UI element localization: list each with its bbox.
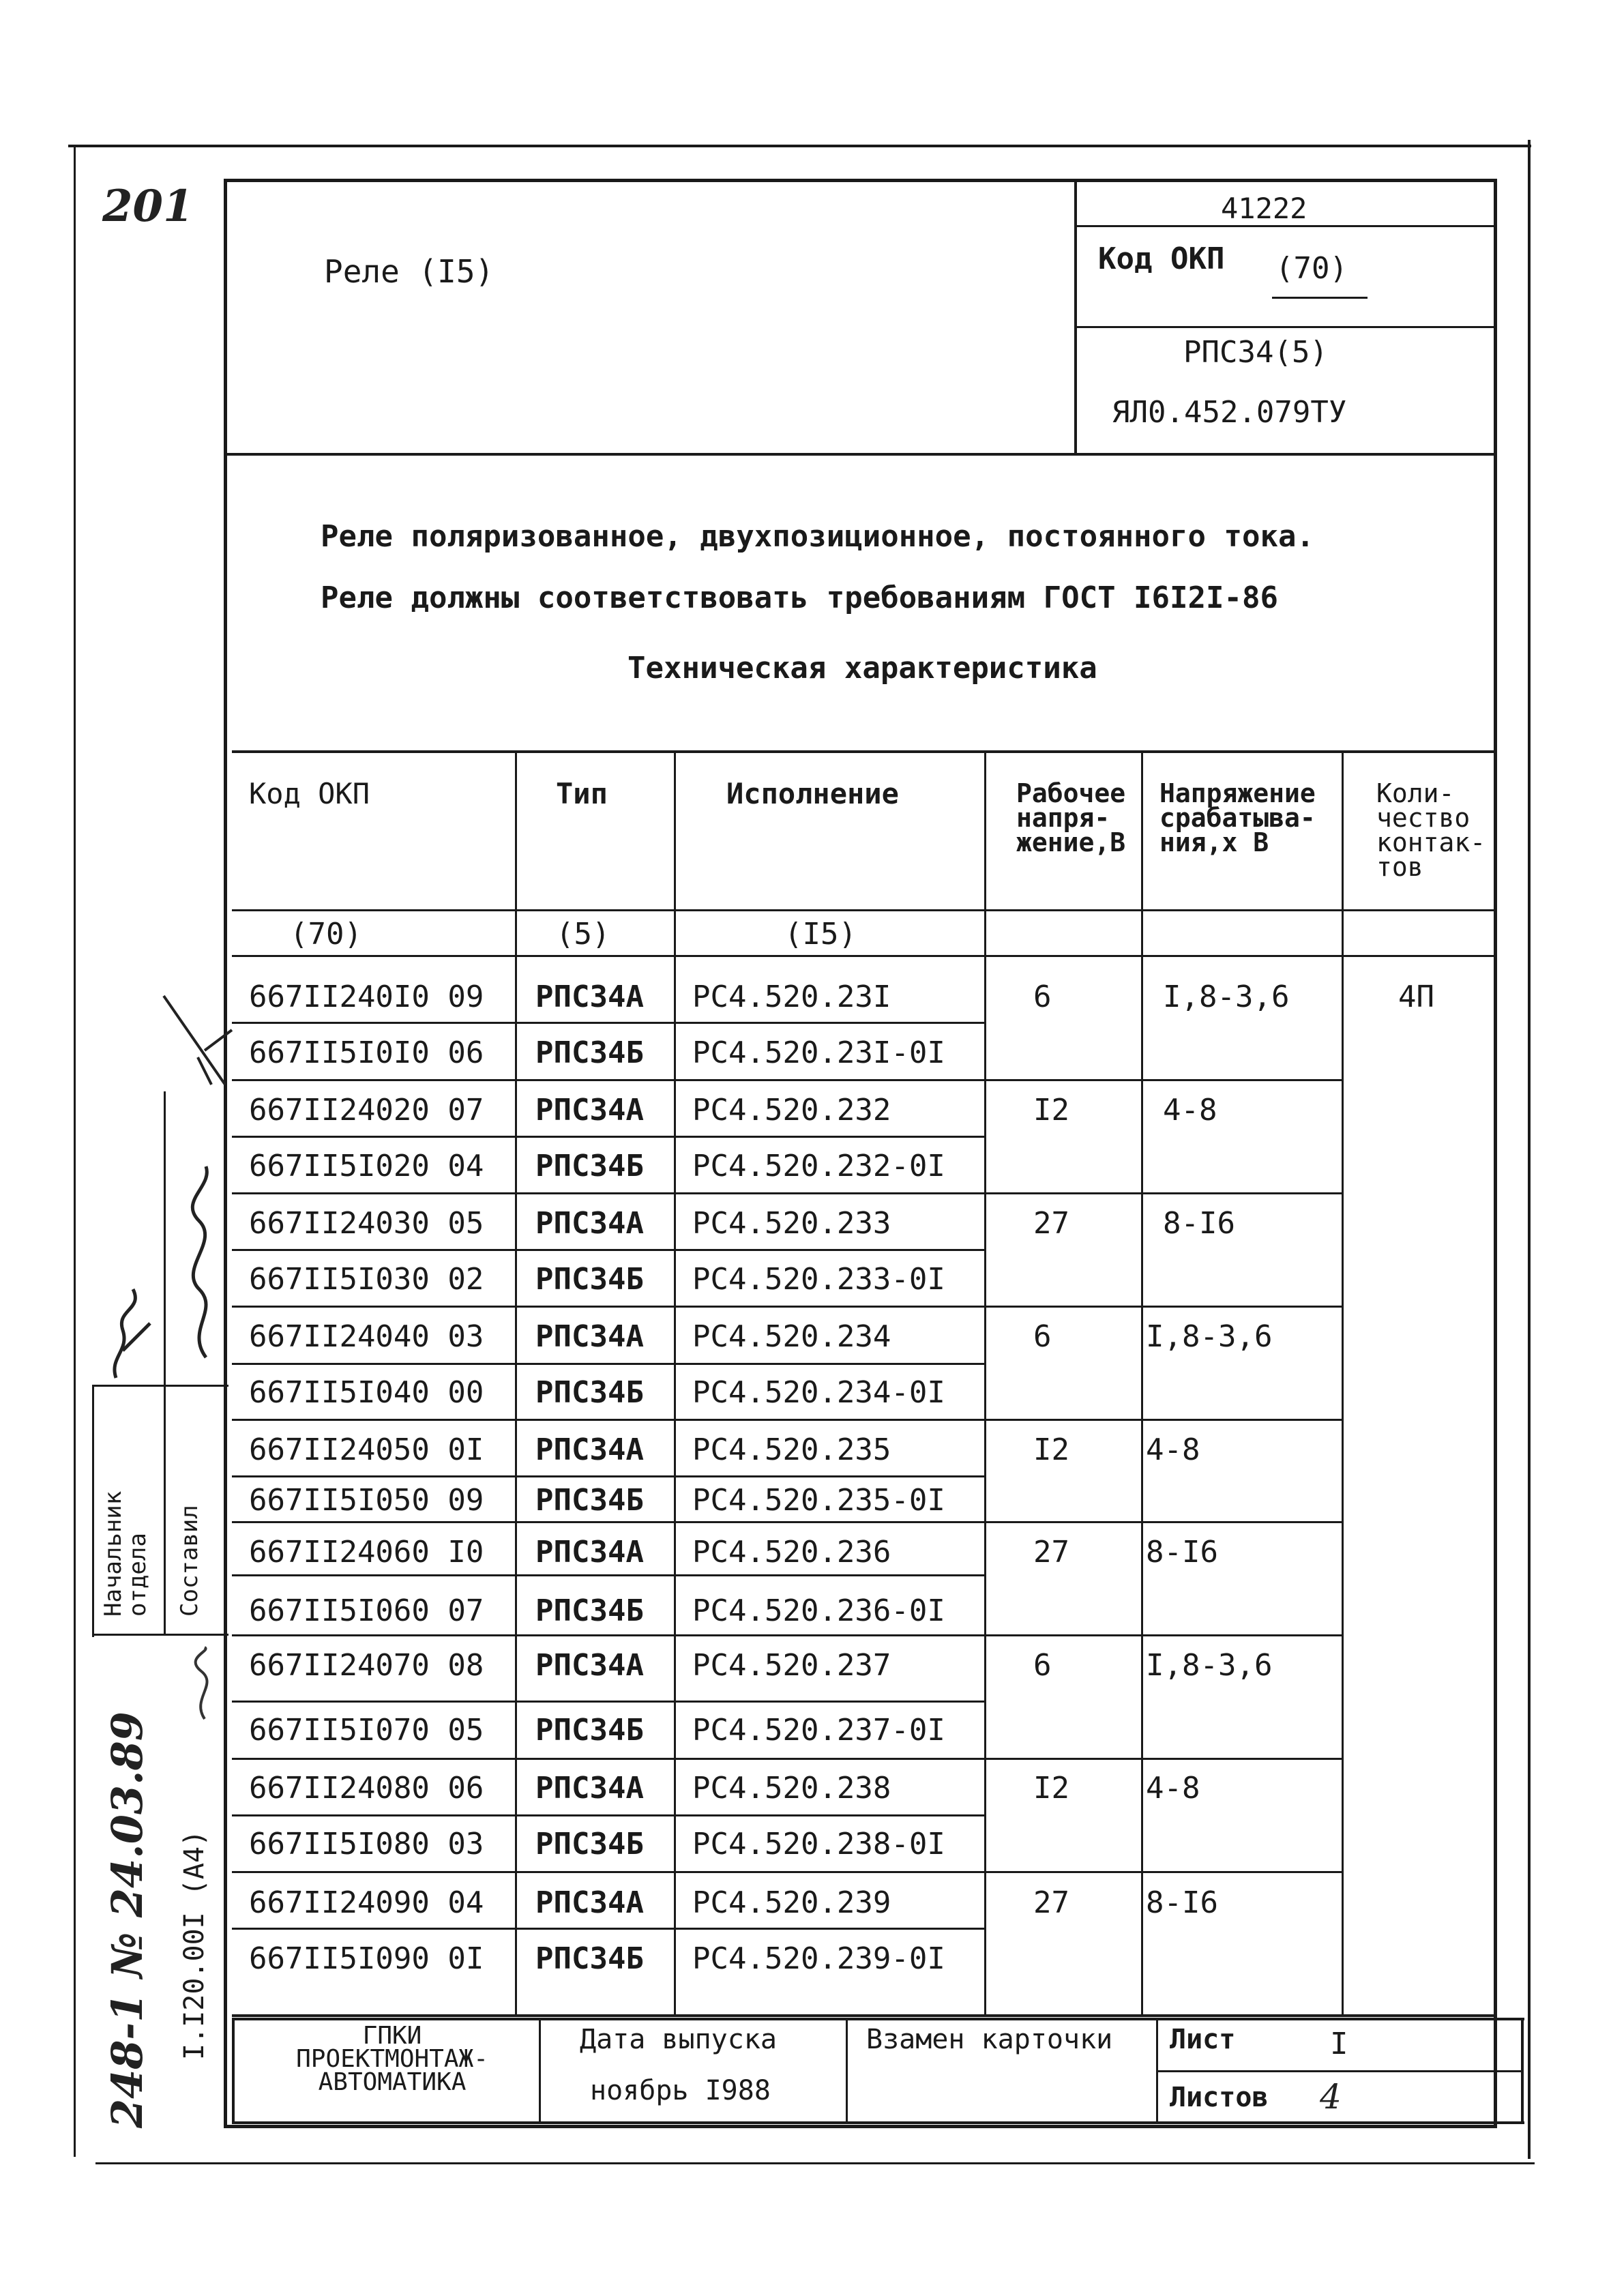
footer-release-date: ноябрь I988 — [590, 2075, 771, 2106]
cell-okp: 667II24020 07 — [249, 1093, 484, 1128]
group-sep — [232, 1758, 1344, 1760]
cell-okp: 667II240I0 09 — [249, 980, 484, 1014]
cell-type: РПС34Б — [535, 1262, 644, 1297]
signature-head — [102, 1282, 164, 1385]
signature-approve — [157, 989, 239, 1091]
cell-okp: 667II5I040 00 — [249, 1375, 484, 1410]
cell-trip-voltage: 8-I6 — [1146, 1535, 1218, 1570]
row-sep — [232, 1574, 986, 1576]
cell-type: РПС34А — [535, 1771, 644, 1806]
row-sep — [232, 1475, 986, 1477]
cell-trip-voltage: 4-8 — [1146, 1771, 1200, 1806]
table-codes-bottom — [232, 955, 1495, 957]
side-compiled-label: Составил — [176, 1505, 203, 1617]
cell-okp: 667II5I080 03 — [249, 1827, 484, 1861]
cell-trip-voltage: I,8-3,6 — [1146, 1648, 1273, 1683]
cell-working-voltage: 6 — [1033, 1319, 1052, 1354]
frame-left — [74, 145, 76, 2157]
row-sep — [232, 1363, 986, 1365]
table-head-bottom — [232, 909, 1495, 911]
col-header-working-voltage: Рабочее напря- жение,В — [1016, 778, 1126, 857]
cell-version: РС4.520.234-0I — [692, 1375, 945, 1410]
row-sep — [232, 1022, 986, 1024]
footer-sheets-label: Листов — [1170, 2082, 1269, 2113]
okp-label-code: (70) — [1275, 251, 1348, 286]
col-code-version: (I5) — [784, 917, 857, 952]
card-bottom — [224, 2125, 1496, 2128]
cell-version: РС4.520.236-0I — [692, 1593, 945, 1628]
cell-version: РС4.520.237-0I — [692, 1713, 945, 1748]
header-divider-vert — [1074, 179, 1077, 454]
cell-type: РПС34А — [535, 1319, 644, 1354]
cell-version: РС4.520.233-0I — [692, 1262, 945, 1297]
col-code-okp: (70) — [290, 917, 362, 952]
footer-sep-1 — [539, 2018, 541, 2123]
cell-okp: 667II5I050 09 — [249, 1483, 484, 1518]
cell-working-voltage: 6 — [1033, 980, 1052, 1014]
footer-sep-2 — [846, 2018, 848, 2123]
card-right — [1494, 179, 1497, 2128]
cell-trip-voltage: 8-I6 — [1146, 1885, 1218, 1920]
okp-label: Код ОКП — [1098, 241, 1225, 276]
cell-version: РС4.520.238-0I — [692, 1827, 945, 1861]
cell-trip-voltage: I,8-3,6 — [1146, 1319, 1273, 1354]
cell-type: РПС34Б — [535, 1713, 644, 1748]
cell-okp: 667II5I030 02 — [249, 1262, 484, 1297]
col-sep-1 — [515, 750, 517, 2016]
cell-type: РПС34Б — [535, 1593, 644, 1628]
header-divider-okp-top — [1076, 225, 1495, 227]
cell-type: РПС34А — [535, 1093, 644, 1128]
signature-small — [184, 1644, 225, 1726]
cell-type: РПС34Б — [535, 1941, 644, 1976]
cell-okp: 667II5I0I0 06 — [249, 1035, 484, 1070]
footer-sheet-sep — [1156, 2070, 1523, 2072]
cell-type: РПС34А — [535, 980, 644, 1014]
cell-version: РС4.520.236 — [692, 1535, 891, 1570]
footer-sheet-label: Лист — [1170, 2024, 1236, 2055]
cell-version: РС4.520.23I-0I — [692, 1035, 945, 1070]
cell-okp: 667II24060 I0 — [249, 1535, 484, 1570]
header-bottom — [224, 453, 1496, 456]
cell-okp: 667II5I090 0I — [249, 1941, 484, 1976]
cell-type: РПС34Б — [535, 1827, 644, 1861]
group-sep — [232, 1079, 1344, 1081]
cell-type: РПС34Б — [535, 1149, 644, 1183]
cell-working-voltage: 6 — [1033, 1648, 1052, 1683]
col-code-type: (5) — [556, 917, 610, 952]
col-sep-5 — [1342, 750, 1344, 2016]
description-line-2: Реле должны соответствовать требованиям ГОСТ I6I2I-86 — [321, 580, 1278, 615]
section-title: Техническая характеристика — [627, 651, 1097, 686]
cell-version: РС4.520.234 — [692, 1319, 891, 1354]
side-box-mid — [92, 1634, 228, 1636]
cell-type: РПС34Б — [535, 1483, 644, 1518]
cell-type: РПС34Б — [535, 1035, 644, 1070]
col-sep-2 — [674, 750, 676, 2016]
cell-type: РПС34А — [535, 1432, 644, 1467]
cell-okp: 667II24090 04 — [249, 1885, 484, 1920]
col-header-trip-voltage: Напряжение срабатыва- ния,х В — [1159, 778, 1316, 857]
cell-working-voltage: 27 — [1033, 1885, 1069, 1920]
cell-version: РС4.520.235-0I — [692, 1483, 945, 1518]
group-sep — [232, 1871, 1344, 1873]
footer-top — [232, 2018, 1524, 2020]
cell-version: РС4.520.23I — [692, 980, 891, 1014]
cell-trip-voltage: 4-8 — [1163, 1093, 1217, 1128]
group-sep — [232, 1192, 1344, 1194]
cell-type: РПС34А — [535, 1648, 644, 1683]
cell-version: РС4.520.239-0I — [692, 1941, 945, 1976]
header-divider-okp-bottom — [1076, 326, 1495, 328]
okp-prefix: 41222 — [1221, 192, 1307, 225]
col-header-okp: Код ОКП — [249, 777, 370, 810]
cell-type: РПС34Б — [535, 1375, 644, 1410]
cell-okp: 667II24040 03 — [249, 1319, 484, 1354]
row-sep — [232, 1701, 986, 1703]
footer-sheets-value: 4 — [1320, 2077, 1342, 2117]
cell-working-voltage: 27 — [1033, 1206, 1069, 1241]
cell-okp: 667II24030 05 — [249, 1206, 484, 1241]
cell-okp: 667II24080 06 — [249, 1771, 484, 1806]
group-sep — [232, 1521, 1344, 1523]
row-sep — [232, 1249, 986, 1251]
cell-working-voltage: 27 — [1033, 1535, 1069, 1570]
type-code: РПС34(5) — [1183, 335, 1328, 370]
side-handwritten-number: 248-1 № 24.03.89 — [102, 1711, 152, 2128]
group-sep — [232, 1419, 1344, 1421]
description-line-1: Реле поляризованное, двухпозиционное, постоянного тока. — [321, 519, 1314, 554]
cell-version: РС4.520.239 — [692, 1885, 891, 1920]
cell-contacts: 4П — [1398, 980, 1434, 1014]
footer-sheet-value: I — [1330, 2027, 1348, 2061]
col-header-type: Тип — [556, 777, 608, 810]
row-sep — [232, 1814, 986, 1816]
frame-top — [68, 145, 1531, 147]
cell-working-voltage: I2 — [1033, 1432, 1069, 1467]
frame-right — [1528, 140, 1531, 2159]
cell-okp: 667II24070 08 — [249, 1648, 484, 1683]
cell-version: РС4.520.237 — [692, 1648, 891, 1683]
frame-bottom — [95, 2162, 1535, 2164]
footer-bottom — [232, 2121, 1524, 2124]
card-top — [224, 179, 1496, 182]
cell-okp: 667II24050 0I — [249, 1432, 484, 1467]
col-sep-4 — [1141, 750, 1143, 2016]
cell-okp: 667II5I070 05 — [249, 1713, 484, 1748]
cell-type: РПС34А — [535, 1535, 644, 1570]
group-sep — [232, 1634, 1344, 1636]
page-number: 201 — [102, 181, 194, 232]
side-doc-number: I.I20.00I (А4) — [179, 1829, 210, 2060]
row-sep — [232, 1136, 986, 1138]
cell-version: РС4.520.233 — [692, 1206, 891, 1241]
cell-working-voltage: I2 — [1033, 1771, 1069, 1806]
footer-replaces-label: Взамен карточки — [866, 2024, 1113, 2055]
cell-trip-voltage: 4-8 — [1146, 1432, 1200, 1467]
signature-compiled — [179, 1160, 233, 1364]
side-box-left — [92, 1385, 94, 1637]
col-header-version: Исполнение — [726, 777, 899, 810]
side-head-label: Начальник отдела — [100, 1490, 151, 1617]
cell-version: РС4.520.238 — [692, 1771, 891, 1806]
table-top — [232, 750, 1495, 753]
cell-working-voltage: I2 — [1033, 1093, 1069, 1128]
side-box-vert — [164, 1091, 166, 1634]
footer-release-label: Дата выпуска — [580, 2024, 777, 2055]
cell-trip-voltage: I,8-3,6 — [1163, 980, 1290, 1014]
cell-okp: 667II5I020 04 — [249, 1149, 484, 1183]
cell-version: РС4.520.235 — [692, 1432, 891, 1467]
footer-left — [232, 2018, 235, 2123]
card-left — [224, 179, 227, 2128]
row-sep — [232, 1928, 986, 1930]
col-sep-3 — [984, 750, 986, 2016]
table-bottom — [232, 2014, 1495, 2017]
okp-underline — [1272, 297, 1368, 299]
group-sep — [232, 1306, 1344, 1308]
cell-type: РПС34А — [535, 1206, 644, 1241]
cell-type: РПС34А — [535, 1885, 644, 1920]
cell-version: РС4.520.232-0I — [692, 1149, 945, 1183]
side-box-top — [92, 1385, 228, 1387]
footer-org: ГПКИ ПРОЕКТМОНТАЖ- АВТОМАТИКА — [296, 2022, 488, 2096]
cell-version: РС4.520.232 — [692, 1093, 891, 1128]
cell-okp: 667II5I060 07 — [249, 1593, 484, 1628]
product-group: Реле (I5) — [324, 253, 494, 290]
cell-trip-voltage: 8-I6 — [1163, 1206, 1235, 1241]
spec-number: ЯЛ0.452.079ТУ — [1112, 395, 1347, 430]
col-header-contacts: Коли- чество контак- тов — [1376, 778, 1486, 882]
